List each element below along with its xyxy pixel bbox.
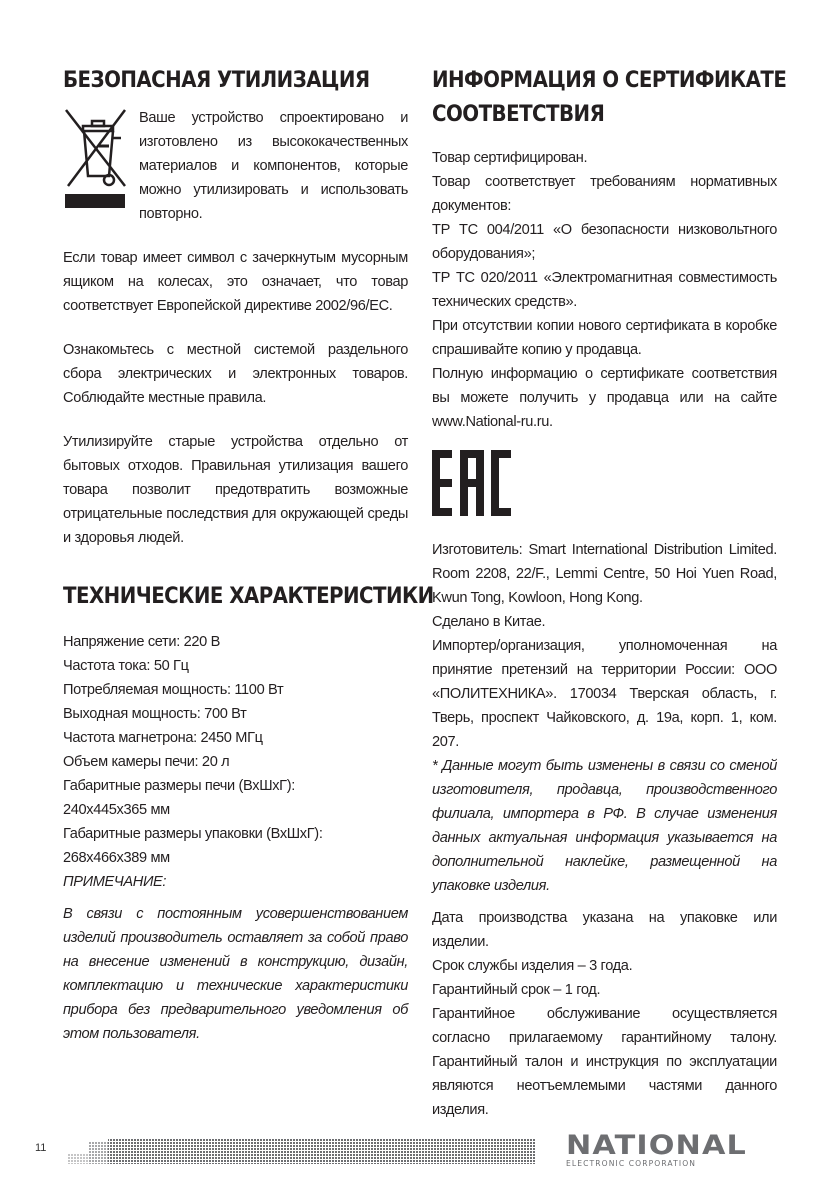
note-label: ПРИМЕЧАНИЕ: [63,874,167,890]
spec-line: 268х466х389 мм [63,850,170,866]
spec-line: Потребляемая мощность: 1100 Вт [63,682,284,698]
manufacturer-section [432,538,777,898]
safe-disposal-title: БЕЗОПАСНАЯ УТИЛИЗАЦИЯ [63,68,370,93]
importer-text: Импортер/организация, уполномоченная на принятие претензий на территории России: ООО «ПОЛИТЕХНИКА». 170034 Тверская область, г. Тверь, проспект Чайковского, д. 19а, корп. 1, ком. 207. [432,638,777,750]
spec-line: Напряжение сети: 220 В [63,634,220,650]
safe-disposal-section [63,64,408,550]
certificate-title-line1: ИНФОРМАЦИЯ О СЕРТИФИКАТЕ [432,68,787,93]
specifications-title: ТЕХНИЧЕСКИЕ ХАРАКТЕРИСТИКИ [63,584,434,609]
made-in-text: Сделано в Китае. [432,614,546,630]
certificate-paragraph: ТР ТС 020/2011 «Электромагнитная совместимость технических средств». [432,270,777,310]
dotted-pattern-bar [68,1136,536,1166]
certificate-paragraph: Товар сертифицирован. [432,150,588,166]
logo-main-text: NATIONAL [566,1130,747,1161]
certificate-paragraph: При отсутствии копии нового сертификата в коробке спрашивайте копию у продавца. [432,318,777,358]
page-number: 11 [35,1142,47,1154]
spec-line: Габаритные размеры печи (ВхШхГ): [63,778,295,794]
certificate-paragraph: ТР ТС 004/2011 «О безопасности низковольтного оборудования»; [432,222,777,262]
warranty-paragraph: Дата производства указана на упаковке или изделии. [432,910,777,950]
disposal-intro-text: Ваше устройство спроектировано и изготовлено из высококачественных материалов и компонентов, которые можно утилизировать и использовать повторно. [139,110,408,222]
left-column [63,64,434,1046]
disposal-paragraph: Если товар имеет символ с зачеркнутым мусорным ящиком на колесах, это означает, что товар соответствует Европейской директиве 2002/96/EC. [63,250,408,314]
note-text: В связи с постоянным усовершенствованием изделий производитель оставляет за собой право на внесение изменений в конструкцию, дизайн, комплектацию и технические характеристики прибора без предварительного уведомления об этом пользователя. [63,906,408,1042]
warranty-paragraph: Гарантийный срок – 1 год. [432,982,601,998]
disposal-paragraph: Ознакомьтесь с местной системой раздельного сбора электрических и электронных товаров. Соблюдайте местные правила. [63,342,408,406]
spec-line: Объем камеры печи: 20 л [63,754,230,770]
national-logo [566,1130,766,1169]
logo-sub-text: ELECTRONIC CORPORATION [566,1159,697,1168]
crossed-out-wheelie-bin-icon [63,106,133,226]
disposal-paragraph: Утилизируйте старые устройства отдельно от бытовых отходов. Правильная утилизация вашего товара позволит предотвратить возможные отрицательные последствия для окружающей среды и здоровья людей. [63,434,408,546]
spec-line: Габаритные размеры упаковки (ВхШхГ): [63,826,323,842]
disclaimer-text: * Данные могут быть изменены в связи со сменой изготовителя, продавца, производственного филиала, импортера в РФ. В случае изменения данных актуальная информация указывается на дополнительной наклейке, размещенной на упаковке изделия. [432,758,777,894]
certificate-title-line2: СООТВЕТСТВИЯ [432,102,605,127]
spec-line: Выходная мощность: 700 Вт [63,706,247,722]
warranty-paragraph: Срок службы изделия – 3 года. [432,958,633,974]
warranty-paragraph: Гарантийное обслуживание осуществляется согласно прилагаемому гарантийному талону. Гарантийный талон и инструкция по эксплуатации являются неотъемлемыми частями данного изделия. [432,1006,777,1118]
disposal-intro-block [63,106,408,226]
right-column [432,64,787,1122]
certificate-paragraph: Полную информацию о сертификате соответствия вы можете получить у продавца или на сайте www.National-ru.ru. [432,366,777,430]
manufacturer-text: Изготовитель: Smart International Distribution Limited. Room 2208, 22/F., Lemmi Centre, 50 Hoi Yuen Road, Kwun Tong, Kowloon, Hong Kong. [432,542,777,606]
certificate-paragraph: Товар соответствует требованиям нормативных документов: [432,174,777,214]
warranty-section [432,906,777,1122]
eac-mark-icon [432,450,777,516]
certificate-section [432,64,787,516]
specifications-section [63,580,434,1046]
spec-line: Частота магнетрона: 2450 МГц [63,730,263,746]
spec-line: 240х445х365 мм [63,802,170,818]
spec-line: Частота тока: 50 Гц [63,658,189,674]
